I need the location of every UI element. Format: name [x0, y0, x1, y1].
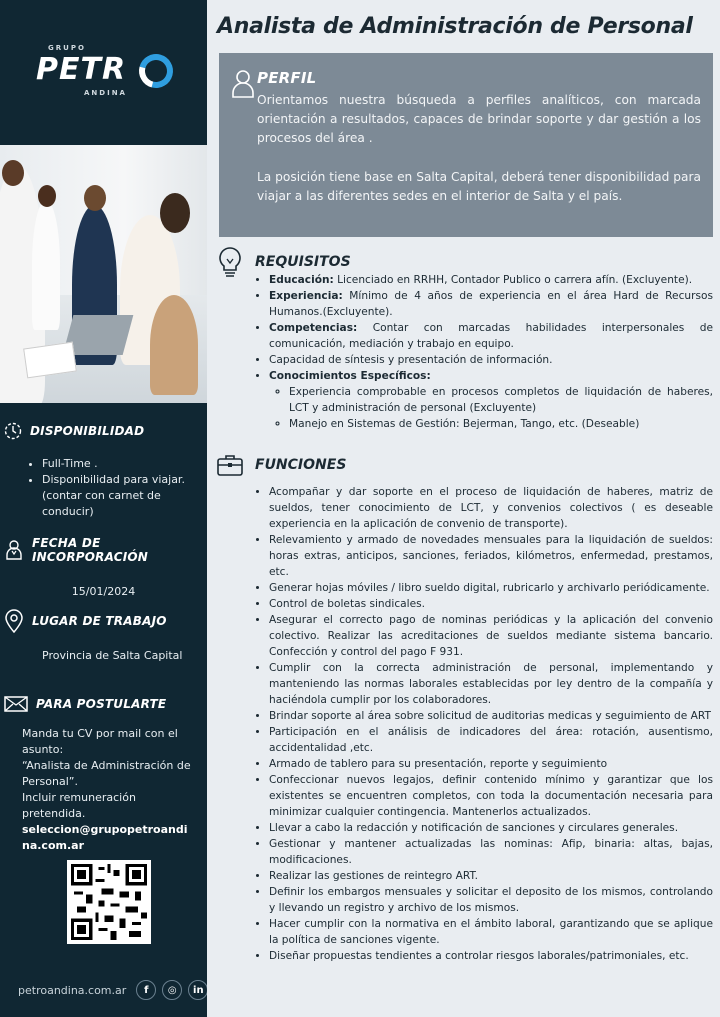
logo-grupo-text: GRUPO	[48, 44, 86, 52]
funcion-item: • Realizar las gestiones de reintegro ART.	[269, 868, 713, 884]
main-content	[207, 0, 720, 1017]
sidebar	[0, 0, 207, 1017]
logo-andina-text: ANDINA	[84, 89, 127, 97]
requisito-item: • Capacidad de síntesis y presentación de información.	[269, 352, 713, 368]
postular-heading: PARA POSTULARTE	[36, 697, 167, 711]
linkedin-icon[interactable]: in	[188, 980, 208, 1000]
funcion-item: • Definir los embargos mensuales y solicitar el deposito de los mismos, controlando y llevando un registro y archivo de los mismos.	[269, 884, 713, 916]
postular-section	[0, 696, 207, 854]
funcion-item: • Cumplir con la correcta administración de personal, implementando y manteniendo las normas laborales establecidas por ley dentro de la compañía y haciéndola cumplir por los colaboradores.	[269, 660, 713, 708]
footer	[18, 980, 208, 1000]
qr-code[interactable]	[67, 860, 151, 944]
disponibilidad-item: • Disponibilidad para viajar. (contar con carnet de conducir)	[42, 472, 191, 520]
logo-petro-text: PETR	[36, 52, 127, 87]
funcion-item: • Confeccionar nuevos legajos, definir contenido mínimo y garantizar que los existentes se encuentren completos, con toda la documentación necesaria para minimizar cualquier contingencia. Mantenerlos actualizados.	[269, 772, 713, 820]
perfil-paragraph-1: Orientamos nuestra búsqueda a perfiles analíticos, con marcada orientación a resultados, capaces de brindar soporte y dar gestión a los procesos del área .	[257, 93, 701, 145]
postular-email-link[interactable]: seleccion@grupopetroandina.com.ar	[22, 823, 188, 852]
postular-subject: “Analista de Administración de Personal”.	[22, 759, 191, 788]
mail-envelope-icon	[4, 696, 28, 712]
funcion-item: • Armado de tablero para su presentación, reporte y seguimiento	[269, 756, 713, 772]
funcion-item: • Asegurar el correcto pago de nominas periódicas y la aplicación del convenio colectivo. Realizar las acreditaciones de sueldos mediante sistema bancario. Confección y control del pago F 931.	[269, 612, 713, 660]
facebook-icon[interactable]: f	[136, 980, 156, 1000]
lugar-heading: LUGAR DE TRABAJO	[32, 614, 167, 628]
website-link[interactable]: petroandina.com.ar	[18, 983, 127, 997]
lugar-value: Provincia de Salta Capital	[42, 649, 183, 662]
funcion-item: • Brindar soporte al área sobre solicitud de auditorias medicas y seguimiento de ART	[269, 708, 713, 724]
availability-clock-icon	[4, 422, 22, 440]
requisito-item: • Competencias: Contar con marcadas habilidades interpersonales de comunicación, mediación y trabajo en equipo.	[269, 320, 713, 352]
requisito-item: • Conocimientos Específicos: ◦ Experiencia comprobable en procesos completos de liquidación de haberes, LCT y administración de personal (Excluyente) ◦ Manejo en Sistemas de Gestión: Bejerman, Tango, etc. (Deseable)	[269, 368, 713, 432]
briefcase-icon	[217, 454, 243, 476]
fecha-heading: FECHA DE INCORPORACIÓN	[32, 536, 149, 564]
funcion-item: • Hacer cumplir con la normativa en el ámbito laboral, garantizando que se aplique la política de sanciones vigente.	[269, 916, 713, 948]
funcion-item: • Control de boletas sindicales.	[269, 596, 713, 612]
company-logo	[30, 40, 180, 105]
logo-o-ring-icon	[133, 48, 179, 94]
requisito-subitem: ◦ Manejo en Sistemas de Gestión: Bejerman, Tango, etc. (Deseable)	[289, 416, 713, 432]
lugar-section	[0, 608, 207, 664]
funcion-item: • Diseñar propuestas tendientes a controlar riesgos laborales/patrimoniales, etc.	[269, 948, 713, 964]
requisitos-heading: REQUISITOS	[255, 254, 351, 270]
requisitos-section	[217, 246, 713, 432]
location-pin-icon	[4, 608, 24, 634]
person-badge-icon	[4, 539, 24, 561]
funcion-item: • Participación en el análisis de indicadores del área: rotación, ausentismo, accidentalidad ,etc.	[269, 724, 713, 756]
team-handshake-photo	[0, 145, 207, 403]
disponibilidad-item: • Full-Time .	[42, 456, 191, 472]
requisito-item: • Educación: Licenciado en RRHH, Contador Publico o carrera afín. (Excluyente).	[269, 272, 713, 288]
funcion-item: • Llevar a cabo la redacción y notificación de sanciones y circulares generales.	[269, 820, 713, 836]
disponibilidad-section	[0, 422, 207, 520]
funcion-item: • Generar hojas móviles / libro sueldo digital, rubricarlo y archivarlo periódicamente.	[269, 580, 713, 596]
funcion-item: • Gestionar y mantener actualizadas las nominas: Afip, binaria: altas, bajas, modificaciones.	[269, 836, 713, 868]
user-profile-icon	[231, 69, 255, 99]
requisito-item: • Experiencia: Mínimo de 4 años de experiencia en el área Hard de Recursos Humanos.(Excluyente).	[269, 288, 713, 320]
perfil-heading: PERFIL	[257, 69, 317, 87]
funcion-item: • Relevamiento y armado de novedades mensuales para la liquidación de sueldos: horas extras, anticipos, sanciones, feriados, kilómetros, enfermedad, prestamos, etc.	[269, 532, 713, 580]
postular-salary-note: Incluir remuneración pretendida.	[22, 791, 136, 820]
perfil-paragraph-2: La posición tiene base en Salta Capital, deberá tener disponibilidad para viajar a las diferentes sedes en el interior de Salta y el país.	[257, 170, 701, 203]
fecha-value: 15/01/2024	[71, 585, 136, 598]
fecha-section	[0, 536, 207, 600]
perfil-box	[219, 53, 713, 237]
funciones-section	[217, 454, 713, 964]
postular-instruction: Manda tu CV por mail con el asunto:	[22, 727, 178, 756]
lightbulb-icon	[217, 246, 243, 278]
requisito-subitem: ◦ Experiencia comprobable en procesos completos de liquidación de haberes, LCT y administración de personal (Excluyente)	[289, 384, 713, 416]
page-title: Analista de Administración de Personal	[217, 14, 693, 39]
disponibilidad-heading: DISPONIBILIDAD	[30, 424, 145, 438]
funcion-item: • Acompañar y dar soporte en el proceso de liquidación de haberes, matriz de sueldos, tener conocimiento de LCT, y convenios colectivos ( es deseable experiencia en la aplicación de convenio de transporte).	[269, 484, 713, 532]
instagram-icon[interactable]: ◎	[162, 980, 182, 1000]
funciones-heading: FUNCIONES	[255, 457, 347, 473]
